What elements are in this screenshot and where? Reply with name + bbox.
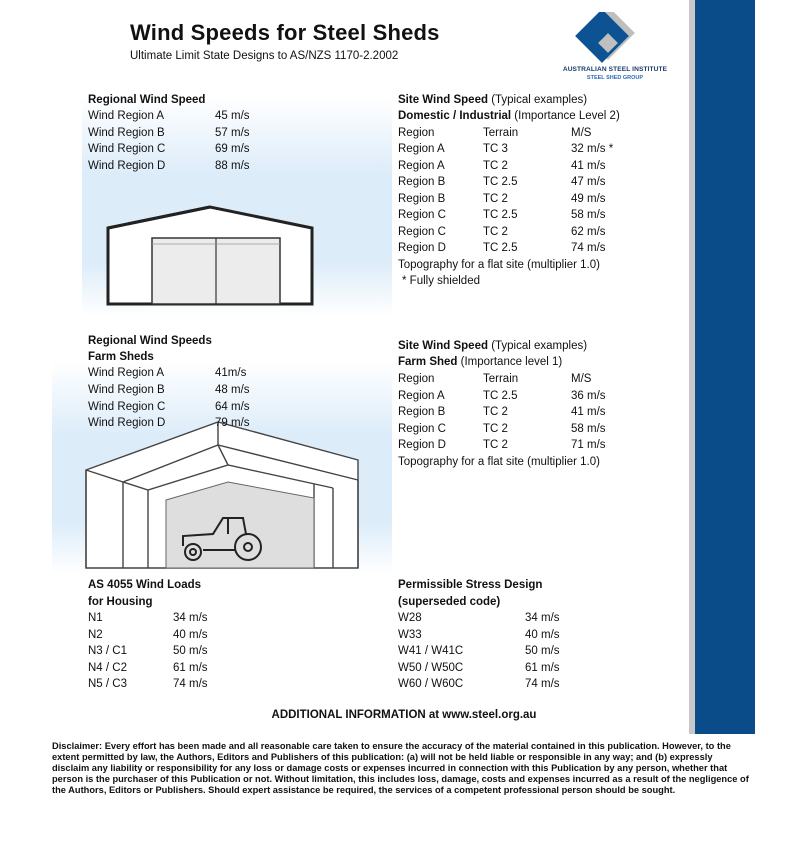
logo-subname: STEEL SHED GROUP <box>586 75 644 81</box>
disclaimer-text: Disclaimer: Every effort has been made and all reasonable care taken to ensure the accuracy of the material contained in this publication. However, to the extent permitted by law, the Authors, Editors and Publishers of this publication: (a) will not be held liable or responsible in any way; and (b) expressly disclaim any liability or responsibility for any loss or damage costs or expenses incurred in connection with this Publication by any person, whether that person is the purchaser of this Publication or not. Without limitation, this includes loss, damage, costs and expenses incurred as a result of the negligence of the Authors, Editors or Publishers. Should expert assistance be required, the services of a competent professional person should be sought. <box>52 741 749 796</box>
steel-shed-illustration <box>100 198 330 310</box>
regional-farm-heading: Regional Wind Speeds <box>88 335 212 347</box>
for-housing-subheading: for Housing <box>88 596 153 608</box>
site-wind-speed-farm-heading: Site Wind Speed (Typical examples) <box>398 340 588 352</box>
footnote: * Fully shielded <box>402 275 480 287</box>
permissible-stress-heading: Permissible Stress Design <box>398 579 543 591</box>
as4055-heading: AS 4055 Wind Loads <box>88 579 202 591</box>
additional-information-link[interactable]: ADDITIONAL INFORMATION at www.steel.org.au <box>271 709 537 721</box>
page-subtitle: Ultimate Limit State Designs to AS/NZS 1170-2.2002 <box>130 50 399 62</box>
regional-wind-speed-heading: Regional Wind Speed <box>88 94 206 106</box>
topography-note-farm: Topography for a flat site (multiplier 1.0) <box>398 456 600 468</box>
logo-name: AUSTRALIAN STEEL INSTITUTE <box>562 66 668 73</box>
topography-note: Topography for a flat site (multiplier 1.0) <box>398 259 600 271</box>
domestic-industrial-heading: Domestic / Industrial (Importance Level 2) <box>398 110 620 122</box>
blue-sidebar <box>695 0 755 734</box>
page-title: Wind Speeds for Steel Sheds <box>130 20 440 45</box>
farm-shed-illustration <box>78 410 368 570</box>
farm-sheds-subheading: Farm Sheds <box>88 351 154 363</box>
superseded-code-subheading: (superseded code) <box>398 596 501 608</box>
site-wind-speed-heading: Site Wind Speed (Typical examples) <box>398 94 588 106</box>
farm-shed-heading: Farm Shed (Importance level 1) <box>398 356 563 368</box>
